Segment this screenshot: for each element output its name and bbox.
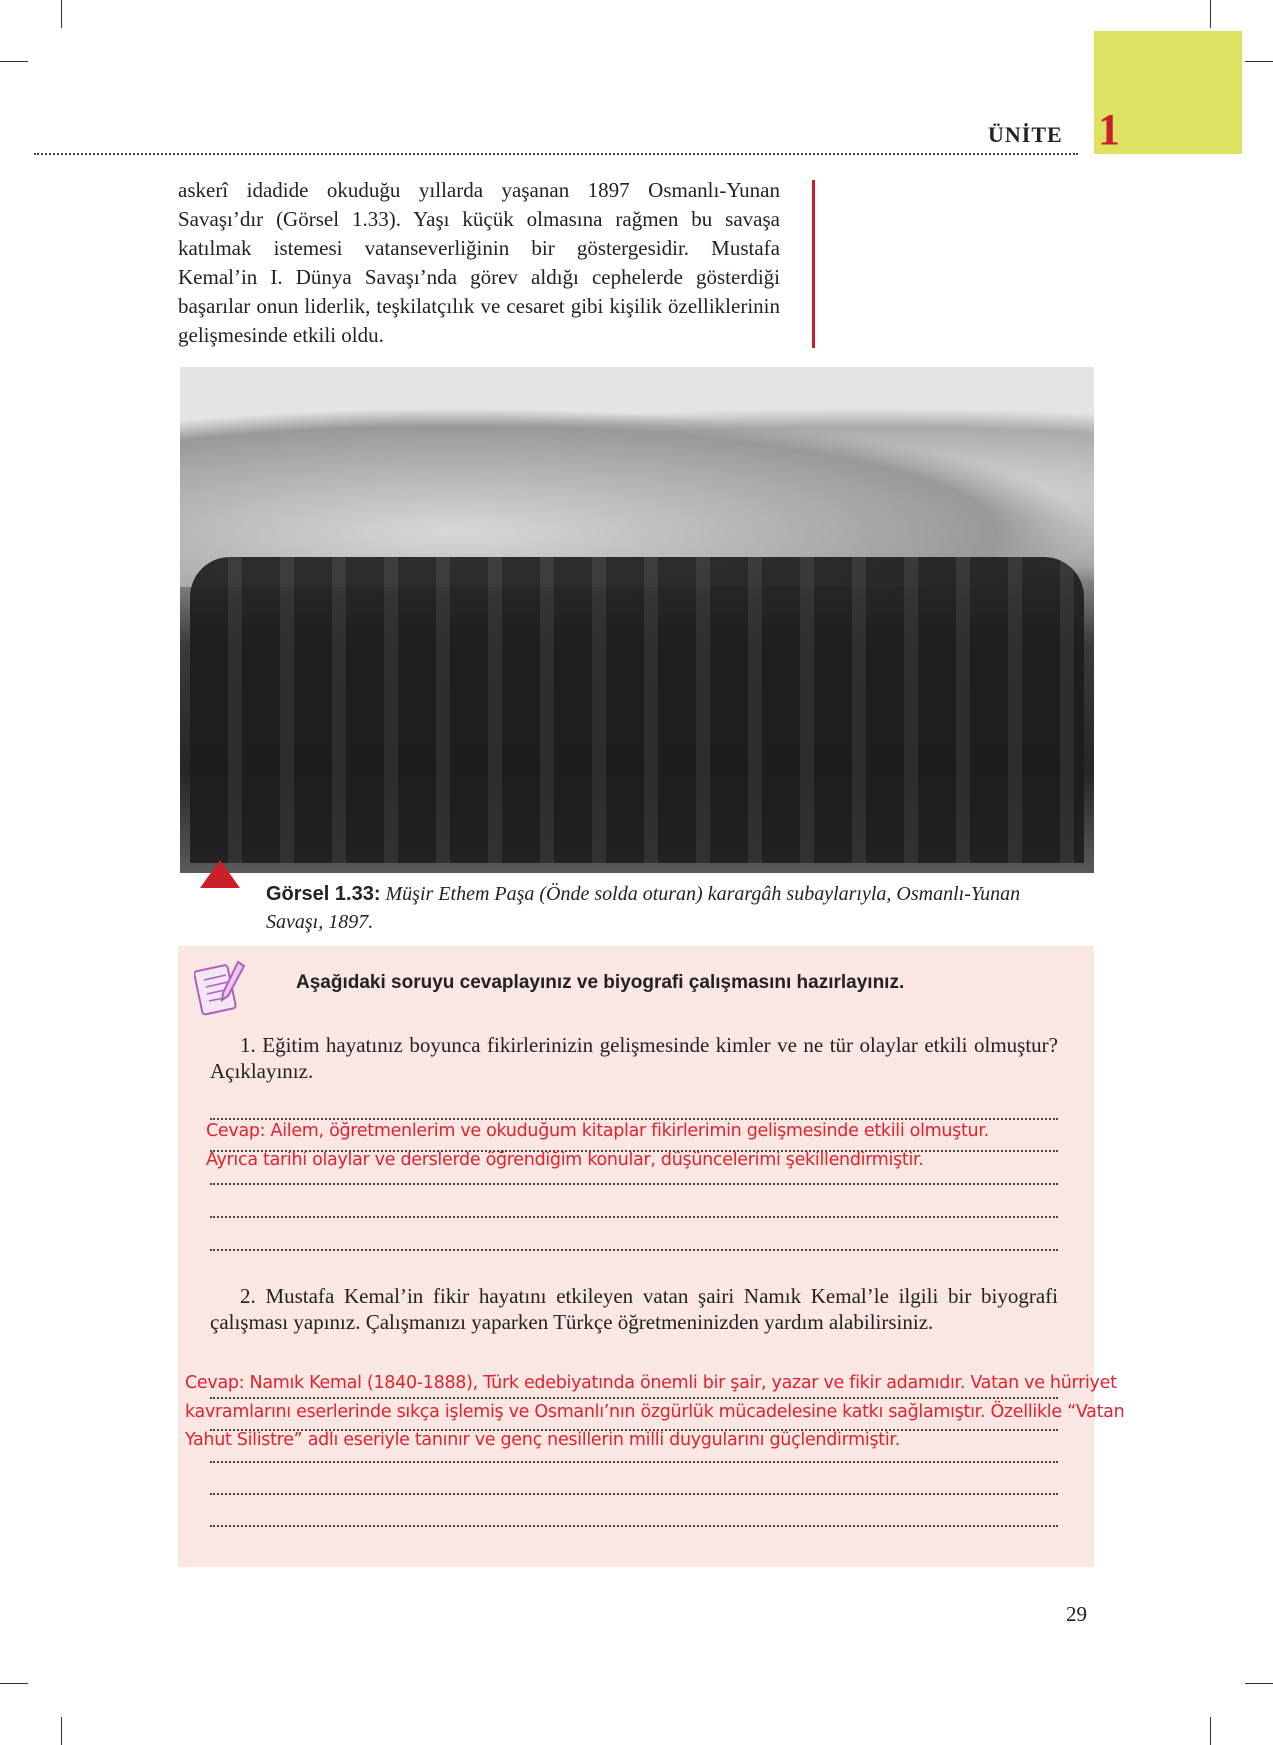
body-paragraph: askerî idadide okuduğu yıllarda yaşanan 1897 Osmanlı-Yunan Savaşı’dır (Görsel 1.33). Yaşı küçük olmasına rağmen bu savaşa katılmak istemesi vatanseverliğinin bir göstergesidir. Mustafa Kemal’in I. Dünya Savaşı’nda görev aldığı cephelerde gösterdiği başarılar onun liderlik, teşkilatçılık ve cesaret gibi kişilik özelliklerinin gelişmesinde etkili oldu. (178, 178, 780, 347)
page-number: 29 (1066, 1602, 1087, 1626)
crop-mark (1210, 0, 1211, 28)
answer-line (210, 1216, 1058, 1218)
figure-caption (266, 880, 1066, 936)
header-divider (34, 153, 1078, 155)
answer-1[interactable]: Cevap: Ailem, öğretmenlerim ve okuduğum kitaplar fikirlerimin gelişmesinde etkili olmuştur. Ayrıca tarihi olaylar ve derslerde öğrendiğim konular, düşüncelerimi şekillendirmiştir. (206, 1121, 989, 1170)
crop-mark (61, 1717, 62, 1745)
unit-label: ÜNİTE (988, 122, 1063, 147)
answer-line (210, 1461, 1058, 1463)
crop-mark (1210, 1717, 1211, 1745)
figure-label: Görsel 1.33: (266, 883, 381, 905)
activity-instruction: Aşağıdaki soruyu cevaplayınız ve biyografi çalışmasını hazırlayınız. (296, 972, 905, 993)
question-1: 1. Eğitim hayatınız boyunca fikirlerinizin gelişmesinde kimler ve ne tür olaylar etkili olmuştur? Açıklayınız. (210, 1033, 1058, 1083)
caption-triangle-icon (200, 860, 240, 888)
answer-line (210, 1525, 1058, 1527)
answer-2[interactable]: Cevap: Namık Kemal (1840-1888), Türk edebiyatında önemli bir şair, yazar ve fikir adamıdır. Vatan ve hürriyet kavramlarını eserlerinde sıkça işlemiş ve Osmanlı’nın özgürlük mücadelesine katkı sağlamıştır. Özellikle “Vatan Yahut Silistre” adlı eseriyle tanınır ve genç nesillerin milli duygularını güçlendirmiştir. (185, 1373, 1125, 1450)
answer-line (210, 1183, 1058, 1185)
answer-line (210, 1493, 1058, 1495)
answer-line (210, 1249, 1058, 1251)
crop-mark (1245, 61, 1273, 62)
crop-mark (61, 0, 62, 28)
crop-mark (0, 1683, 28, 1684)
historical-photo (180, 367, 1094, 873)
figure-caption-text: Müşir Ethem Paşa (Önde solda oturan) karargâh subaylarıyla, Osmanlı-Yunan Savaşı, 1897. (266, 883, 1021, 933)
crop-mark (0, 61, 28, 62)
crop-mark (1245, 1683, 1273, 1684)
margin-rule (812, 180, 815, 348)
unit-number: 1 (1098, 105, 1120, 154)
notepad-pencil-icon (194, 956, 250, 1020)
question-2: 2. Mustafa Kemal’in fikir hayatını etkileyen vatan şairi Namık Kemal’le ilgili bir biyografi çalışması yapınız. Çalışmanızı yaparken Türkçe öğretmeninizden yardım alabilirsiniz. (210, 1284, 1058, 1334)
